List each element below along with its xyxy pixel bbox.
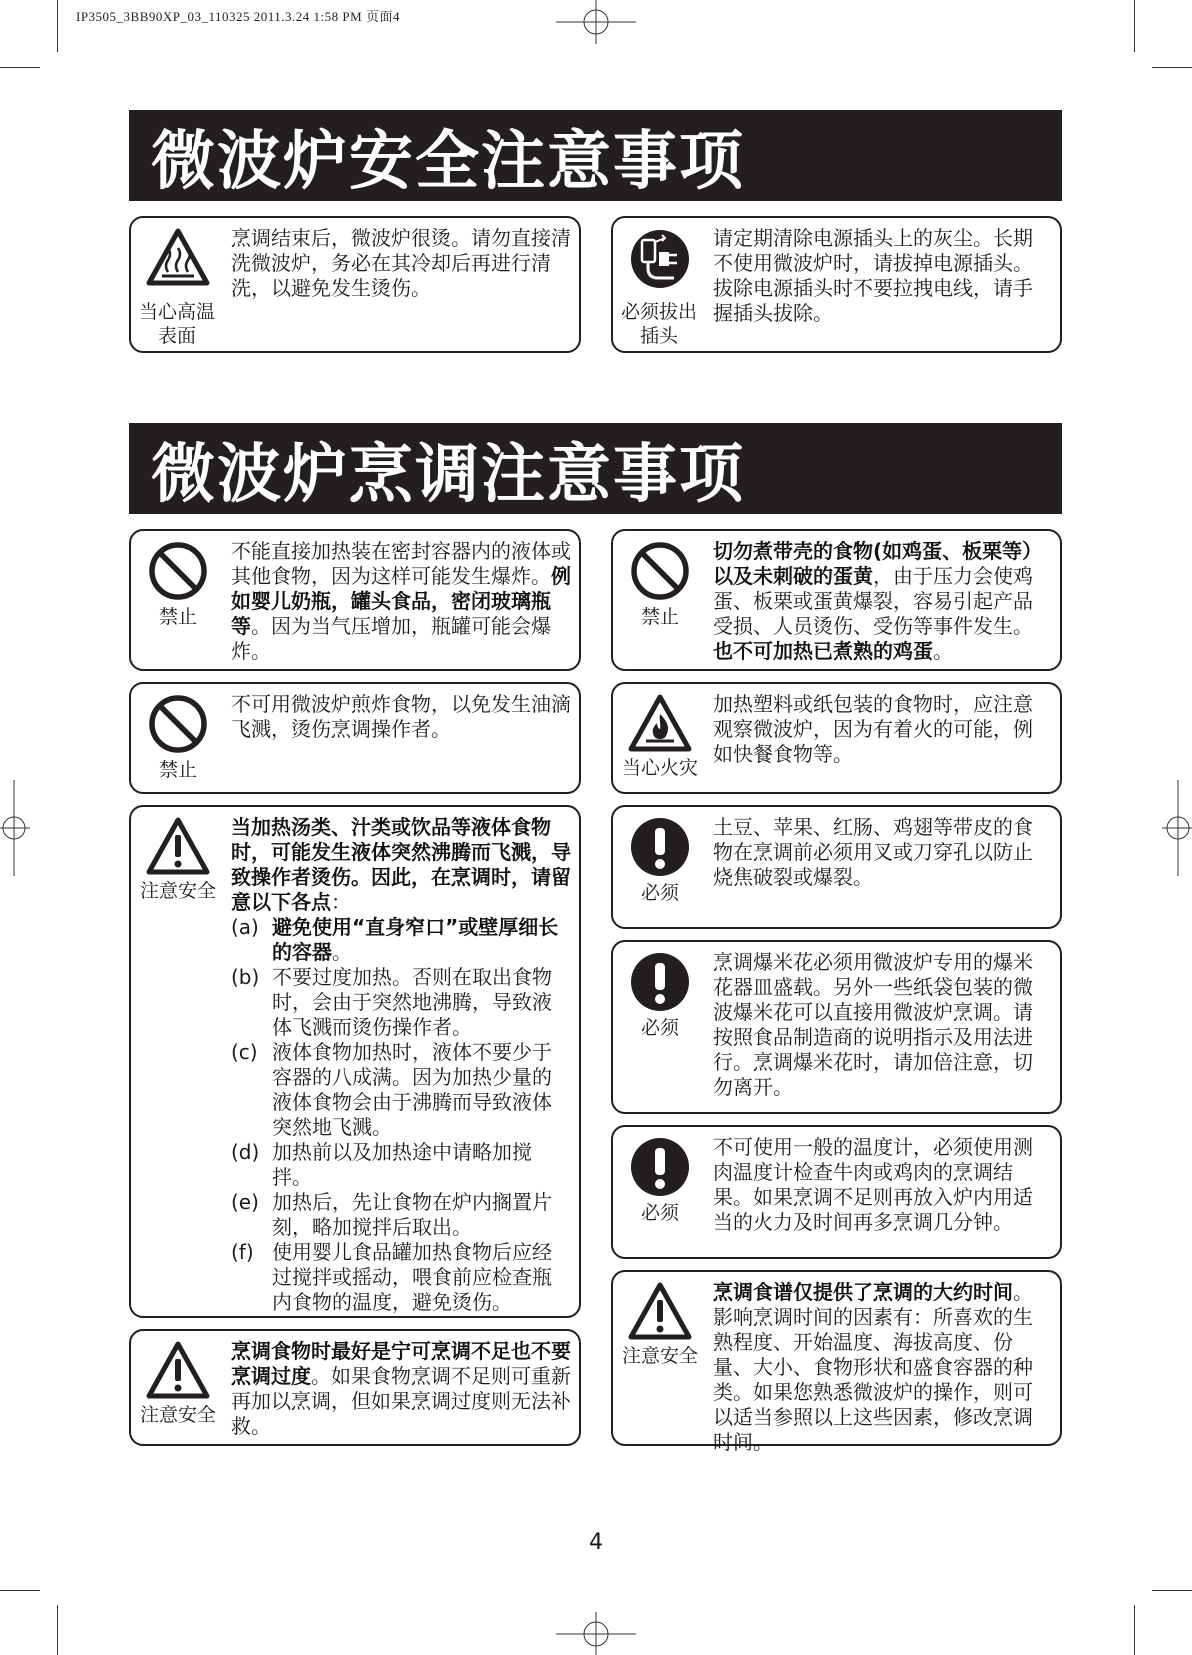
notice-thermometer xyxy=(611,1125,1062,1259)
list-item: (c) 液体食物加热时，液体不要少于容器的八成满。因为加热少量的液体食物会由于沸腾而导致液体突然地飞溅。 xyxy=(231,1040,552,1139)
notice-text: 不可用微波炉煎炸食物，以免发生油滴飞溅，烫伤烹调操作者。 xyxy=(231,692,571,741)
notice-cooking-time xyxy=(611,1270,1062,1454)
notice-text: 切勿煮带壳的食物(如鸡蛋、板栗等）以及未刺破的蛋黄，由于压力会使鸡蛋、板栗或蛋黄爆裂，容易引起产品受损、人员烫伤、受伤等事件发生。也不可加热已煮熟的鸡蛋。 xyxy=(713,539,1043,663)
notice-label: 注意安全 xyxy=(621,1345,698,1367)
notice-label: 必须 xyxy=(640,1202,679,1224)
registration-mark-icon xyxy=(556,1612,636,1655)
notice-label: 当心高温 表面 xyxy=(138,301,215,347)
list-item: (a) 避免使用“直身窄口”或壁厚细长的容器。 xyxy=(231,915,559,964)
notice-label: 必须 xyxy=(640,882,679,904)
notice-fire xyxy=(611,682,1062,794)
caution-icon xyxy=(146,817,210,875)
notice-text: 烹调爆米花必须用微波炉专用的爆米花器皿盛载。另外一些纸袋包装的微波爆米花可以直接用微波炉烹调。请按照食品制造商的说明指示及用法进行。烹调爆米花时，请加倍注意，切勿离开。 xyxy=(713,950,1033,1099)
section-title-cooking xyxy=(129,423,1062,514)
notice-label: 禁止 xyxy=(158,606,197,628)
notice-text: 烹调食物时最好是宁可烹调不足也不要烹调过度。如果食物烹调不足则可重新再加以烹调，但如果烹调过度则无法补救。 xyxy=(231,1339,571,1438)
crop-mark xyxy=(57,1605,58,1655)
notice-hot-surface xyxy=(129,216,581,353)
notice-icon-area xyxy=(135,537,221,629)
prohibited-icon xyxy=(148,541,208,601)
mandatory-icon xyxy=(630,1137,690,1197)
hot-surface-warning-icon xyxy=(146,228,210,286)
notice-label: 禁止 xyxy=(158,759,197,781)
notice-sealed-container xyxy=(129,529,581,671)
list-item: (b) 不要过度加热。否则在取出食物时，会由于突然地沸腾，导致液体飞溅而烫伤操作者。 xyxy=(231,965,552,1039)
notice-pierce-skin xyxy=(611,805,1062,929)
notice-label: 注意安全 xyxy=(139,1404,216,1426)
notice-icon-area xyxy=(617,948,703,1040)
notice-text: 不可使用一般的温度计，必须使用测肉温度计检查牛肉或鸡肉的烹调结果。如果烹调不足则再放入炉内用适当的火力及时间再多烹调几分钟。 xyxy=(713,1135,1033,1234)
notice-shelled-food xyxy=(611,529,1062,671)
notice-text: 烹调食谱仅提供了烹调的大约时间。影响烹调时间的因素有：所喜欢的生熟程度、开始温度、海拔高度、份量、大小、食物形状和盛食容器的种类。如果您熟悉微波炉的操作，则可以适当参照以上这些因素，修改烹调时间。 xyxy=(713,1280,1033,1454)
notice-popcorn xyxy=(611,940,1062,1114)
prohibited-icon xyxy=(148,694,208,754)
notice-icon-area xyxy=(617,690,703,780)
notice-label: 禁止 xyxy=(640,606,679,628)
notice-label: 注意安全 xyxy=(139,880,216,902)
registration-mark-icon xyxy=(0,780,30,876)
list-item: (e) 加热后，先让食物在炉内搁置片刻，略加搅拌后取出。 xyxy=(231,1190,552,1239)
crop-mark xyxy=(0,67,40,68)
notice-text: 不能直接加热装在密封容器内的液体或其他食物，因为这样可能发生爆炸。例如婴儿奶瓶，罐头食品，密闭玻璃瓶等。因为当气压增加，瓶罐可能会爆炸。 xyxy=(231,539,571,663)
notice-icon-area xyxy=(135,690,221,782)
notice-liquid-boiling xyxy=(129,805,581,1318)
notice-label: 必须拔出 插头 xyxy=(620,301,697,347)
notice-icon-area xyxy=(617,1133,703,1225)
registration-mark-icon xyxy=(1162,780,1192,876)
crop-mark xyxy=(0,1590,40,1591)
notice-label: 必须 xyxy=(640,1017,679,1039)
crop-mark xyxy=(1152,67,1192,68)
notice-text: 烹调结束后，微波炉很烫。请勿直接清洗微波炉，务必在其冷却后再进行清洗，以避免发生烫伤。 xyxy=(231,226,571,300)
notice-no-frying xyxy=(129,682,581,794)
notice-undercook xyxy=(129,1329,581,1446)
print-slug: IP3505_3BB90XP_03_110325 2011.3.24 1:58 PM 页面4 xyxy=(76,9,400,24)
crop-mark xyxy=(57,0,58,52)
notice-text: 当加热汤类、汁类或饮品等液体食物时，可能发生液体突然沸腾而飞溅，导致操作者烫伤。因此，在烹调时，请留意以下各点： (a) 避免使用“直身窄口”或壁厚细长的容器。 (b) 不要过度加热。否则在取出食物时，会由于突然地沸腾，导致液体飞溅而烫伤操作者。 (c) 液体食物加热时，液体不要少于容器的八成满。因为加热少量的液体食物会由于沸腾而导致液体突然地飞溅。 (d) 加热前以及加热途中请略加搅拌。 (e) 加热后，先让食物在炉内搁置片刻，略加搅拌后取出。 (f) 使用婴儿食品罐加热食物后应经过搅拌或摇动，喂食前应检查瓶内食物的温度，避免烫伤。 xyxy=(231,815,571,1314)
list-item: (f) 使用婴儿食品罐加热食物后应经过搅拌或摇动，喂食前应检查瓶内食物的温度，避免烫伤。 xyxy=(231,1240,552,1314)
caution-icon xyxy=(628,1282,692,1340)
notice-icon-area xyxy=(617,224,703,290)
crop-mark xyxy=(1152,1590,1192,1591)
notice-text: 土豆、苹果、红肠、鸡翅等带皮的食物在烹调前必须用叉或刀穿孔以防止烧焦破裂或爆裂。 xyxy=(713,815,1033,889)
notice-label: 当心火灾 xyxy=(621,757,698,779)
mandatory-icon xyxy=(630,817,690,877)
list-item: (d) 加热前以及加热途中请略加搅拌。 xyxy=(231,1140,532,1189)
crop-mark xyxy=(1134,0,1135,52)
fire-warning-icon xyxy=(628,694,692,752)
notice-text: 加热塑料或纸包装的食物时，应注意观察微波炉，因为有着火的可能，例如快餐食物等。 xyxy=(713,692,1033,766)
caution-icon xyxy=(146,1341,210,1399)
section-title-text: 微波炉安全注意事项 xyxy=(151,124,745,199)
notice-text: 请定期清除电源插头上的灰尘。长期不使用微波炉时，请拔掉电源插头。拔除电源插头时不要拉拽电线，请手握插头拔除。 xyxy=(713,226,1033,325)
crop-mark xyxy=(1134,1605,1135,1655)
notice-icon-area xyxy=(135,813,221,903)
section-title-safety xyxy=(129,110,1062,201)
notice-icon-area xyxy=(617,813,703,905)
registration-mark-icon xyxy=(556,0,636,44)
notice-icon-area xyxy=(617,1278,703,1368)
mandatory-icon xyxy=(630,952,690,1012)
unplug-icon xyxy=(629,228,691,290)
page-number: 4 xyxy=(589,1530,603,1555)
notice-icon-area xyxy=(135,1337,221,1427)
notice-icon-area xyxy=(135,224,221,286)
section-title-text: 微波炉烹调注意事项 xyxy=(151,437,745,512)
notice-icon-area xyxy=(617,537,703,629)
prohibited-icon xyxy=(630,541,690,601)
notice-unplug xyxy=(611,216,1062,353)
